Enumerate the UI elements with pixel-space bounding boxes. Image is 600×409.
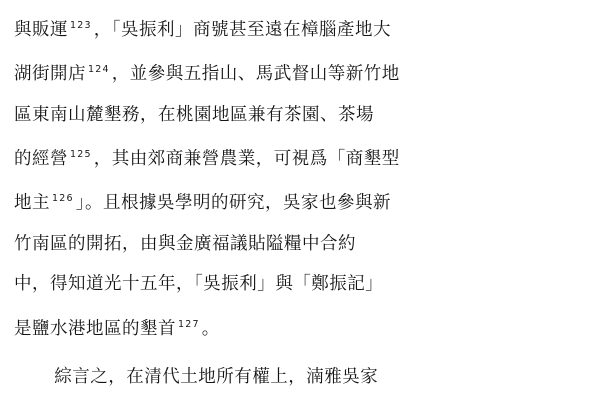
text-run: ，「吳振利」商號甚至遠在樟腦產地大 [93,19,391,40]
footnote-marker: 127 [178,318,200,330]
text-line [14,95,582,136]
text-run: 。 [201,318,220,339]
paragraph [14,6,582,349]
text-line [14,224,582,265]
text-line [14,179,582,223]
text-line [14,135,582,179]
text-run: 與販運 [14,19,68,40]
text-run: 區東南山麓墾務，在桃園地區兼有茶園、茶場 [14,104,374,125]
text-run: 」。且根據吳學明的研究，吳家也參與新 [75,193,391,214]
text-run: 中，得知道光十五年，「吳振利」與「鄭振記」 [14,274,384,295]
footnote-marker: 126 [52,193,74,205]
footnote-marker: 123 [70,20,92,31]
text-line [14,357,582,398]
paragraph [14,357,582,398]
text-run: 的經營 [14,148,68,169]
text-run: 湖街開店 [14,64,86,85]
text-line [14,50,582,94]
footnote-marker: 124 [88,64,110,76]
text-run: ，並參與五指山、馬武督山等新竹地 [111,64,400,85]
text-run: ，其由郊商兼營農業，可視爲「商墾型 [93,148,400,169]
text-run: 竹南區的開拓，由與金廣福議貼隘糧中合約 [14,233,356,254]
text-line [14,264,582,305]
text-run: 是鹽水港地區的墾首 [14,318,176,339]
text-line [14,305,582,349]
text-run: 綜言之，在清代土地所有權上，湳雅吳家 [54,367,379,388]
text-run: 地主 [14,193,50,214]
document-body [14,6,582,398]
text-line [14,6,582,50]
footnote-marker: 125 [70,149,92,161]
